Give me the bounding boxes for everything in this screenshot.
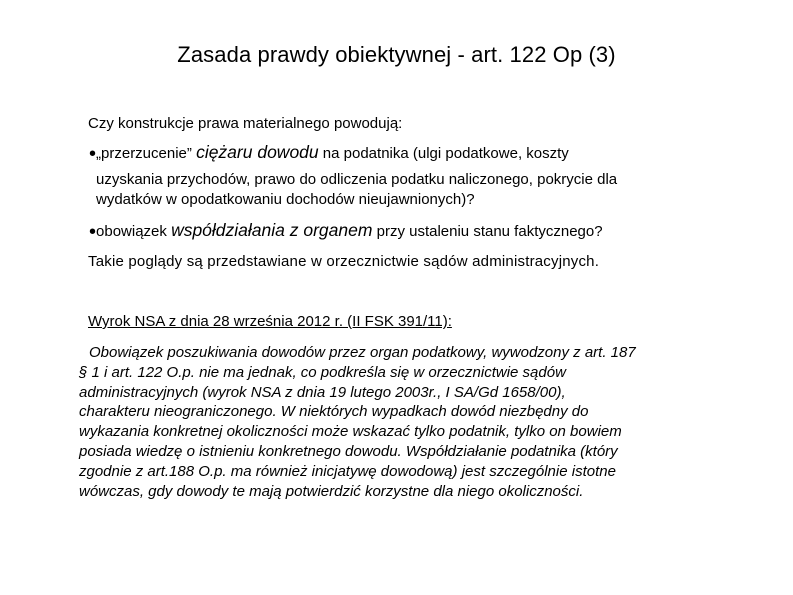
bullet1-continuation (96, 170, 617, 210)
bullet2-emphasis: współdziałania z organem (171, 220, 373, 240)
quote-line: charakteru nieograniczonego. W niektórych wypadkach dowód niezbędny do (79, 403, 589, 421)
bullet-item-burden-of-proof (89, 143, 569, 163)
bullet1-continuation-line: wydatków w opodatkowaniu dochodów nieujawnionych)? (96, 191, 475, 208)
question-intro: Czy konstrukcje prawa materialnego powodują: (88, 115, 403, 132)
summary-text: Takie poglądy są przedstawiane w orzecznictwie sądów administracyjnych. (88, 253, 600, 270)
quote-line: wykazania konkretnej okoliczności może wskazać tylko podatnik, tylko on bowiem (79, 423, 622, 441)
quote-line: § 1 i art. 122 O.p. nie ma jednak, co podkreśla się w orzecznictwie sądów (79, 363, 566, 381)
judgment-quote (79, 343, 719, 501)
slide-title: Zasada prawdy obiektywnej - art. 122 Op (3) (177, 42, 616, 67)
bullet1-pre: „przerzucenie” (96, 145, 197, 162)
bullet1-continuation-line: uzyskania przychodów, prawo do odliczenia podatku naliczonego, pokrycie dla (96, 171, 618, 188)
quote-line: Obowiązek poszukiwania dowodów przez organ podatkowy, wywodzony z art. 187 (89, 344, 636, 361)
bullet2-post: przy ustaleniu stanu faktycznego? (372, 223, 603, 240)
bullet-item-cooperation (89, 221, 603, 241)
quote-line: wówczas, gdy dowody te mają potwierdzić korzystne dla niego okoliczności. (79, 482, 584, 500)
bullet1-emphasis: ciężaru dowodu (196, 142, 319, 162)
judgment-reference: Wyrok NSA z dnia 28 września 2012 r. (II FSK 391/11): (88, 313, 452, 330)
quote-line: zgodnie z art.188 O.p. ma również inicjatywę dowodową) jest szczególnie istotne (79, 462, 616, 480)
bullet2-pre: obowiązek (96, 223, 172, 240)
bullet-icon: • (89, 221, 97, 243)
bullet-icon: • (89, 143, 97, 165)
quote-line: administracyjnych (wyrok NSA z dnia 19 lutego 2003r., I SA/Gd 1658/00), (79, 383, 566, 401)
bullet1-post: na podatnika (ulgi podatkowe, koszty (318, 145, 569, 162)
quote-line: posiada wiedzę o istnieniu konkretnego dowodu. Współdziałanie podatnika (który (79, 442, 618, 460)
